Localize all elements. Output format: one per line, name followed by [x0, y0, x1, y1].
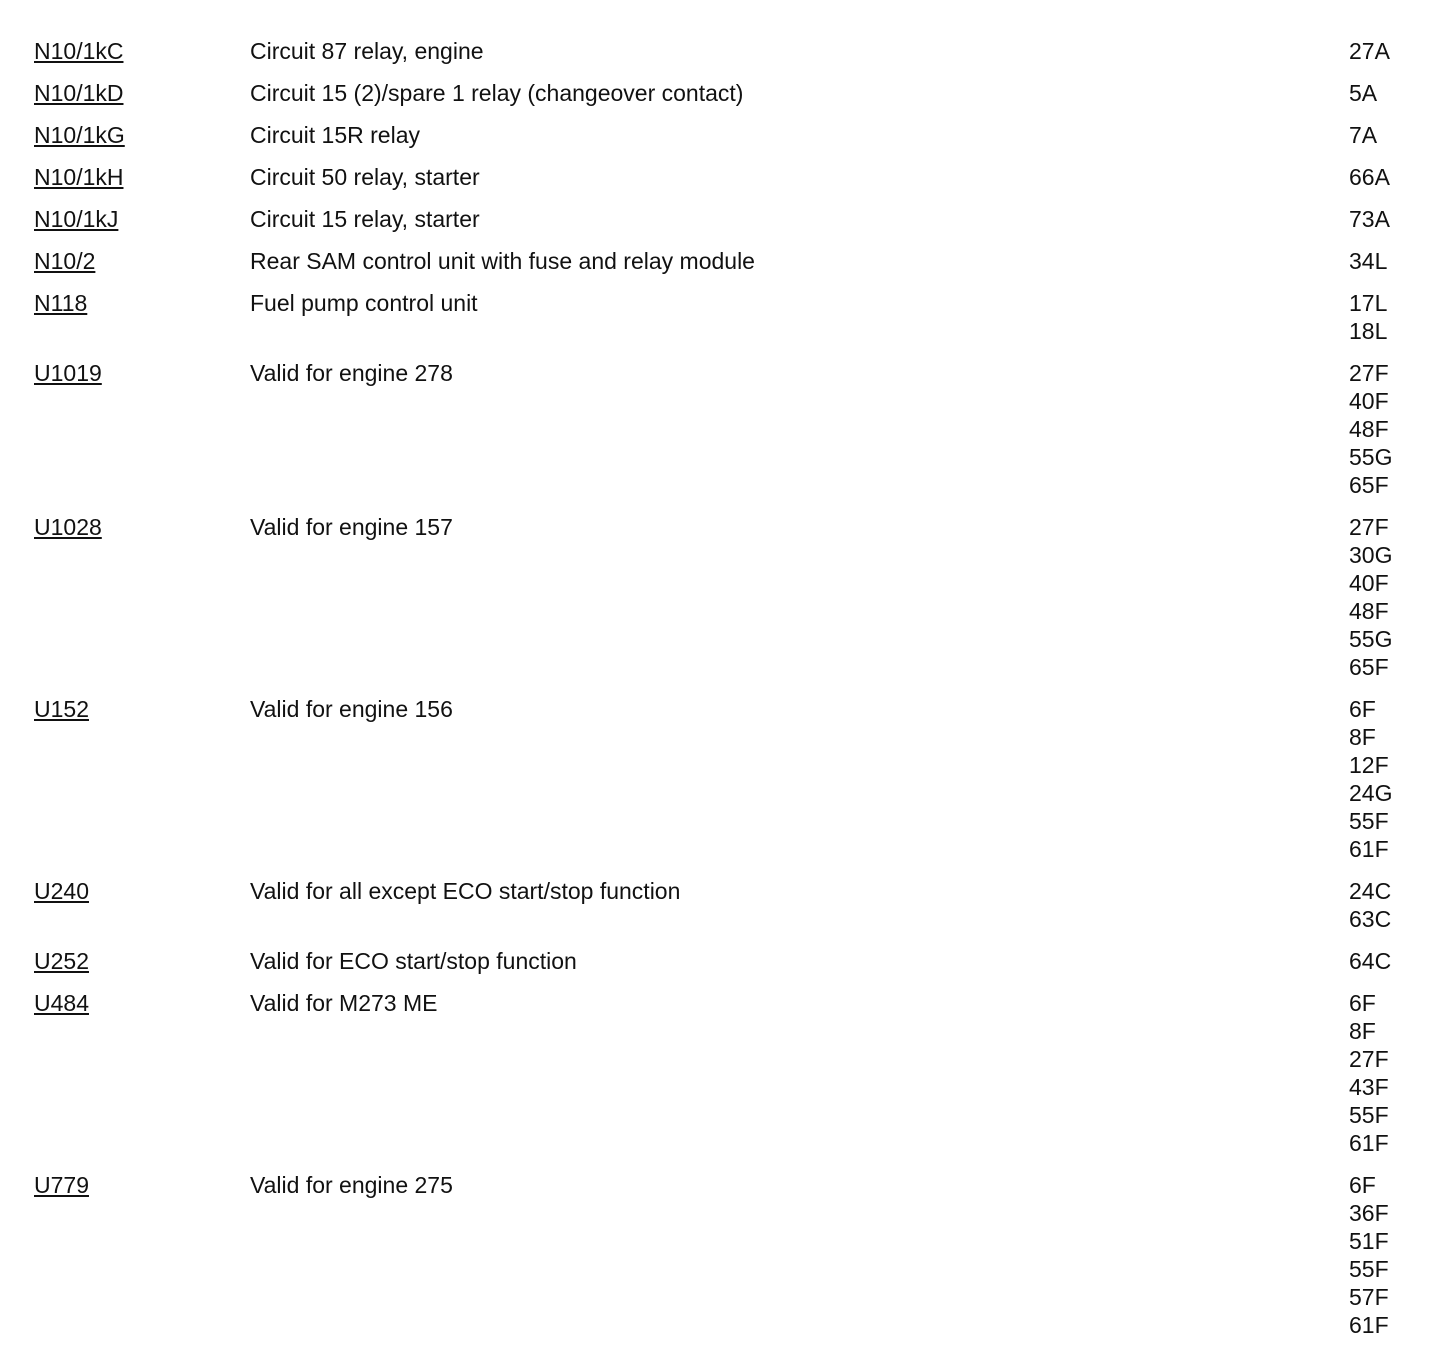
legend-row — [34, 1171, 1414, 1339]
grid-reference: 40F — [1349, 388, 1389, 414]
grid-reference-list — [1349, 247, 1440, 275]
grid-reference-list — [1349, 37, 1440, 65]
component-description: Valid for ECO start/stop function — [250, 948, 577, 974]
legend-row — [34, 121, 1414, 149]
grid-reference: 63C — [1349, 906, 1392, 932]
component-code-link[interactable]: U252 — [34, 948, 89, 974]
legend-row — [34, 205, 1414, 233]
component-code-cell — [34, 205, 250, 233]
grid-reference-list — [1349, 877, 1440, 933]
grid-reference-list — [1349, 289, 1440, 345]
grid-reference: 8F — [1349, 724, 1376, 750]
grid-reference: 61F — [1349, 1312, 1389, 1338]
grid-reference: 61F — [1349, 836, 1389, 862]
legend-row — [34, 37, 1414, 65]
component-code-cell — [34, 877, 250, 905]
component-code-link[interactable]: U152 — [34, 696, 89, 722]
grid-reference: 55F — [1349, 1256, 1389, 1282]
grid-reference: 8F — [1349, 1018, 1376, 1044]
component-code-link[interactable]: U1019 — [34, 360, 102, 386]
component-code-link[interactable]: N10/1kD — [34, 80, 124, 106]
component-code-link[interactable]: U240 — [34, 878, 89, 904]
grid-reference: 61F — [1349, 1130, 1389, 1156]
grid-reference: 24C — [1349, 878, 1392, 904]
grid-reference: 65F — [1349, 472, 1389, 498]
grid-reference: 40F — [1349, 570, 1389, 596]
grid-reference: 55G — [1349, 444, 1393, 470]
component-code-link[interactable]: N10/1kG — [34, 122, 125, 148]
legend-row — [34, 289, 1414, 345]
component-code-cell — [34, 37, 250, 65]
component-code-cell — [34, 1171, 250, 1199]
component-description: Circuit 15R relay — [250, 122, 420, 148]
grid-reference-list — [1349, 989, 1440, 1157]
grid-reference: 27A — [1349, 38, 1390, 64]
grid-reference: 24G — [1349, 780, 1393, 806]
component-description: Valid for engine 275 — [250, 1172, 453, 1198]
component-code-cell — [34, 695, 250, 723]
legend-row — [34, 247, 1414, 275]
legend-row — [34, 359, 1414, 499]
grid-reference: 48F — [1349, 416, 1389, 442]
grid-reference: 57F — [1349, 1284, 1389, 1310]
component-description: Circuit 50 relay, starter — [250, 164, 480, 190]
component-code-cell — [34, 989, 250, 1017]
grid-reference-list — [1349, 359, 1440, 499]
component-description: Fuel pump control unit — [250, 290, 478, 316]
legend-row — [34, 989, 1414, 1157]
grid-reference: 66A — [1349, 164, 1390, 190]
component-description: Circuit 87 relay, engine — [250, 38, 484, 64]
grid-reference: 27F — [1349, 360, 1389, 386]
legend-row — [34, 877, 1414, 933]
grid-reference: 30G — [1349, 542, 1393, 568]
grid-reference: 64C — [1349, 948, 1392, 974]
grid-reference: 51F — [1349, 1228, 1389, 1254]
grid-reference: 18L — [1349, 318, 1388, 344]
component-code-cell — [34, 247, 250, 275]
legend-row — [34, 947, 1414, 975]
grid-reference: 65F — [1349, 654, 1389, 680]
legend-row — [34, 513, 1414, 681]
grid-reference: 48F — [1349, 598, 1389, 624]
grid-reference-list — [1349, 1171, 1440, 1339]
grid-reference: 6F — [1349, 1172, 1376, 1198]
grid-reference: 5A — [1349, 80, 1378, 106]
legend-row — [34, 79, 1414, 107]
grid-reference: 27F — [1349, 1046, 1389, 1072]
component-code-cell — [34, 359, 250, 387]
grid-reference: 36F — [1349, 1200, 1389, 1226]
component-code-cell — [34, 163, 250, 191]
grid-reference-list — [1349, 205, 1440, 233]
grid-reference: 73A — [1349, 206, 1390, 232]
component-legend — [34, 37, 1414, 1353]
grid-reference-list — [1349, 513, 1440, 681]
grid-reference: 27F — [1349, 514, 1389, 540]
grid-reference-list — [1349, 695, 1440, 863]
grid-reference: 34L — [1349, 248, 1388, 274]
component-code-link[interactable]: N10/1kC — [34, 38, 124, 64]
component-description: Circuit 15 (2)/spare 1 relay (changeover contact) — [250, 80, 744, 106]
grid-reference: 12F — [1349, 752, 1389, 778]
grid-reference: 6F — [1349, 696, 1376, 722]
component-code-link[interactable]: N10/2 — [34, 248, 96, 274]
component-code-cell — [34, 289, 250, 317]
legend-row — [34, 695, 1414, 863]
component-code-cell — [34, 79, 250, 107]
component-code-link[interactable]: U484 — [34, 990, 89, 1016]
component-code-link[interactable]: N118 — [34, 290, 88, 316]
legend-row — [34, 163, 1414, 191]
component-code-link[interactable]: N10/1kJ — [34, 206, 119, 232]
grid-reference-list — [1349, 79, 1440, 107]
component-description: Valid for M273 ME — [250, 990, 438, 1016]
grid-reference: 55F — [1349, 1102, 1389, 1128]
component-code-link[interactable]: U779 — [34, 1172, 89, 1198]
grid-reference-list — [1349, 163, 1440, 191]
component-description: Valid for engine 156 — [250, 696, 453, 722]
component-code-cell — [34, 513, 250, 541]
component-description: Valid for engine 157 — [250, 514, 453, 540]
grid-reference: 55G — [1349, 626, 1393, 652]
component-code-cell — [34, 121, 250, 149]
grid-reference: 7A — [1349, 122, 1378, 148]
component-code-cell — [34, 947, 250, 975]
component-code-link[interactable]: U1028 — [34, 514, 102, 540]
grid-reference: 17L — [1349, 290, 1388, 316]
component-description: Valid for all except ECO start/stop function — [250, 878, 681, 904]
grid-reference-list — [1349, 947, 1440, 975]
component-code-link[interactable]: N10/1kH — [34, 164, 124, 190]
component-description: Valid for engine 278 — [250, 360, 453, 386]
grid-reference-list — [1349, 121, 1440, 149]
component-description: Circuit 15 relay, starter — [250, 206, 480, 232]
component-description: Rear SAM control unit with fuse and relay module — [250, 248, 755, 274]
grid-reference: 43F — [1349, 1074, 1389, 1100]
grid-reference: 55F — [1349, 808, 1389, 834]
grid-reference: 6F — [1349, 990, 1376, 1016]
